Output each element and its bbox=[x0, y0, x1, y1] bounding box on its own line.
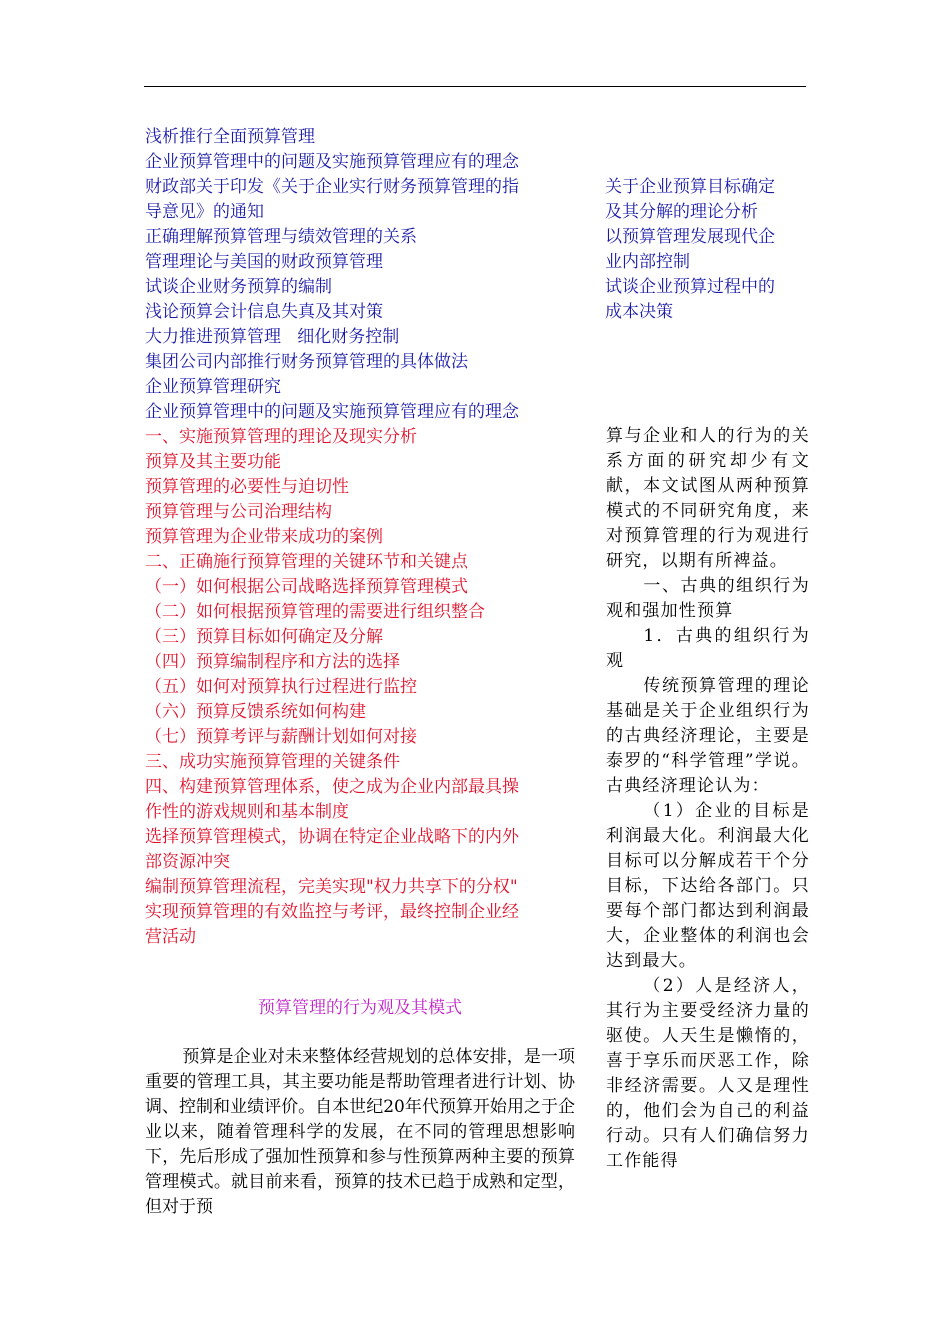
toc-item[interactable]: 预算管理的必要性与迫切性 bbox=[145, 477, 349, 497]
toc-item[interactable]: 选择预算管理模式，协调在特定企业战略下的内外 bbox=[145, 827, 519, 847]
link-list-left bbox=[145, 125, 575, 950]
article-title: 预算管理的行为观及其模式 bbox=[258, 998, 462, 1018]
paragraph: （1）企业的目标是利润最大化。利润最大化目标可以分解成若干个分目标，下达给各部门。只要每个部门都达到利润最大，企业整体的利润也会达到最大。 bbox=[606, 801, 810, 971]
section-heading: 一、古典的组织行为观和强加性预算 bbox=[606, 576, 810, 621]
link-item[interactable]: 企业预算管理中的问题及实施预算管理应有的理念 bbox=[145, 152, 519, 172]
toc-item[interactable]: 三、成功实施预算管理的关键条件 bbox=[145, 752, 400, 772]
toc-item[interactable]: 二、正确施行预算管理的关键环节和关键点 bbox=[145, 552, 468, 572]
toc-item[interactable]: 营活动 bbox=[145, 927, 196, 947]
toc-item[interactable]: 四、构建预算管理体系，使之成为企业内部最具操 bbox=[145, 777, 519, 797]
link-item[interactable]: 浅论预算会计信息失真及其对策 bbox=[145, 302, 383, 322]
toc-item[interactable]: （六）预算反馈系统如何构建 bbox=[145, 702, 366, 722]
toc-item[interactable]: 预算及其主要功能 bbox=[145, 452, 281, 472]
toc-item[interactable]: 作性的游戏规则和基本制度 bbox=[145, 802, 349, 822]
link-item[interactable]: 管理理论与美国的财政预算管理 bbox=[145, 252, 383, 272]
toc-item[interactable]: （五）如何对预算执行过程进行监控 bbox=[145, 677, 417, 697]
paragraph: （2）人是经济人，其行为主要受经济力量的驱使。人天生是懒惰的，喜于享乐而厌恶工作，除非经济需要。人又是理性的，他们会为自己的利益行动。只有人们确信努力工作能得 bbox=[606, 976, 810, 1171]
link-item[interactable]: 试谈企业预算过程中的 bbox=[605, 277, 775, 297]
toc-item[interactable]: 编制预算管理流程，完美实现"权力共享下的分权" bbox=[145, 877, 518, 897]
link-item[interactable]: 成本决策 bbox=[605, 302, 673, 322]
toc-item[interactable]: （四）预算编制程序和方法的选择 bbox=[145, 652, 400, 672]
link-item[interactable]: 导意见》的通知 bbox=[145, 202, 264, 222]
header-rule bbox=[144, 86, 806, 87]
link-item[interactable]: 财政部关于印发《关于企业实行财务预算管理的指 bbox=[145, 177, 519, 197]
link-item[interactable]: 及其分解的理论分析 bbox=[605, 202, 758, 222]
paragraph: 算与企业和人的行为的关系方面的研究却少有文献，本文试图从两种预算模式的不同研究角度，来对预算管理的行为观进行研究，以期有所裨益。 bbox=[606, 426, 810, 571]
link-item[interactable]: 业内部控制 bbox=[605, 252, 690, 272]
toc-item[interactable]: 一、实施预算管理的理论及现实分析 bbox=[145, 427, 417, 447]
link-item[interactable]: 正确理解预算管理与绩效管理的关系 bbox=[145, 227, 417, 247]
link-item[interactable]: 浅析推行全面预算管理 bbox=[145, 127, 315, 147]
link-item[interactable]: 大力推进预算管理 细化财务控制 bbox=[145, 327, 400, 347]
link-list-right bbox=[605, 175, 805, 325]
toc-item[interactable]: （七）预算考评与薪酬计划如何对接 bbox=[145, 727, 417, 747]
paragraph: 传统预算管理的理论基础是关于企业组织行为的古典经济理论，主要是泰罗的“科学管理”学说。古典经济理论认为： bbox=[606, 676, 810, 796]
toc-item[interactable]: 实现预算管理的有效监控与考评，最终控制企业经 bbox=[145, 902, 519, 922]
link-item[interactable]: 企业预算管理中的问题及实施预算管理应有的理念 bbox=[145, 402, 519, 422]
link-item[interactable]: 集团公司内部推行财务预算管理的具体做法 bbox=[145, 352, 468, 372]
link-item[interactable]: 企业预算管理研究 bbox=[145, 377, 281, 397]
toc-item[interactable]: （三）预算目标如何确定及分解 bbox=[145, 627, 383, 647]
toc-item[interactable]: 预算管理为企业带来成功的案例 bbox=[145, 527, 383, 547]
toc-item[interactable]: （一）如何根据公司战略选择预算管理模式 bbox=[145, 577, 468, 597]
article-right-column bbox=[606, 424, 810, 1174]
toc-item[interactable]: 部资源冲突 bbox=[145, 852, 230, 872]
subsection-heading: 1．古典的组织行为观 bbox=[606, 626, 810, 671]
article-intro: 预算是企业对未来整体经营规划的总体安排，是一项重要的管理工具，其主要功能是帮助管理者进行计划、协调、控制和业绩评价。自本世纪20年代预算开始用之于企业以来，随着管理科学的发展，在不同的管理思想影响下，先后形成了强加性预算和参与性预算两种主要的预算管理模式。就目前来看，预算的技术已趋于成熟和定型，但对于预 bbox=[145, 1047, 575, 1217]
toc-item[interactable]: （二）如何根据预算管理的需要进行组织整合 bbox=[145, 602, 485, 622]
link-item[interactable]: 关于企业预算目标确定 bbox=[605, 177, 775, 197]
link-item[interactable]: 试谈企业财务预算的编制 bbox=[145, 277, 332, 297]
link-item[interactable]: 以预算管理发展现代企 bbox=[605, 227, 775, 247]
toc-item[interactable]: 预算管理与公司治理结构 bbox=[145, 502, 332, 522]
